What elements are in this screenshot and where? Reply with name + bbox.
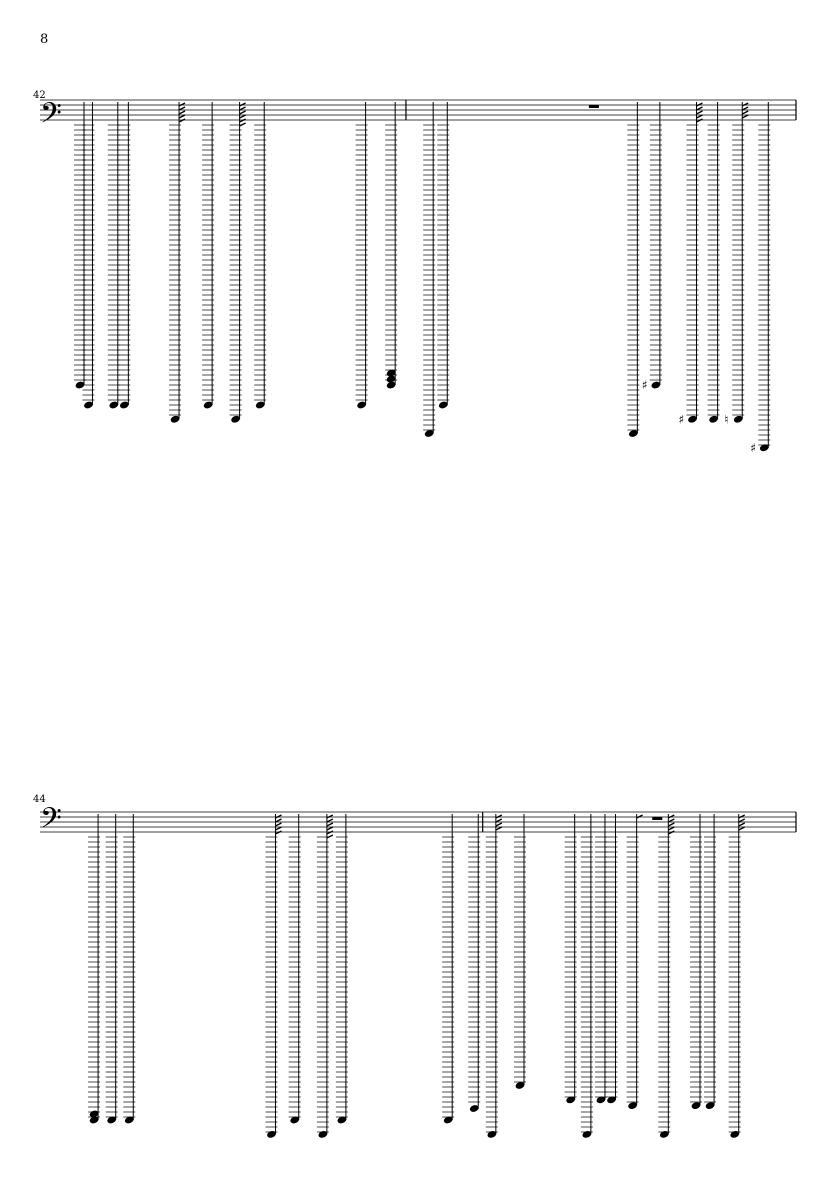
staff-system [40,812,796,1139]
half-rest-icon [652,817,662,820]
flag-icon [275,819,281,822]
flag-icon [240,123,246,126]
flag-icon [240,107,246,110]
note [118,102,130,410]
measure-number: 44 [33,794,46,805]
note [581,814,593,1139]
note [724,102,748,426]
note [289,814,301,1125]
sharp-icon: ♯ [678,412,685,427]
flag-icon [179,115,185,118]
flag-icon [327,819,333,822]
flag-icon [240,103,246,106]
flag-icon [327,823,333,826]
note [442,814,454,1125]
note [565,814,577,1104]
flag-icon [742,115,748,118]
flag-icon [327,827,333,830]
flag-icon [327,835,333,838]
flag-icon [496,823,502,826]
flag-icon [275,827,281,830]
note [642,102,662,392]
note [169,102,185,424]
half-rest-icon [589,105,599,108]
flag-icon [275,831,281,834]
note [708,102,720,424]
flag-icon [179,103,185,106]
natural-icon: ♮ [724,412,729,427]
note [627,102,639,438]
bass-clef-icon: 𝄢 [40,97,62,137]
flag-icon [742,107,748,110]
flag-icon [696,115,702,118]
measure-number: 42 [33,90,46,101]
note [606,814,618,1104]
note [514,814,526,1090]
flag-icon [240,111,246,114]
flag-icon [275,815,281,818]
sharp-icon: ♯ [750,440,757,455]
flag-icon [496,827,502,830]
note [317,814,333,1139]
note [704,814,716,1110]
flag-icon [496,819,502,822]
staff-system [40,97,796,455]
flag-icon [668,823,674,826]
flag-icon [327,831,333,834]
flag-icon [179,119,185,122]
note [678,102,702,426]
note [356,102,368,410]
note [423,102,435,438]
flag-icon [668,827,674,830]
flag-icon [739,815,745,818]
note [468,814,480,1113]
note [750,102,770,455]
flag-icon [668,815,674,818]
flag-icon [179,107,185,110]
note [254,102,266,410]
flag-icon [496,815,502,818]
note [658,814,674,1139]
note [202,102,214,410]
flag-icon [696,119,702,122]
flag-icon [742,111,748,114]
note [106,814,118,1125]
flag-icon [240,115,246,118]
note [595,814,607,1104]
note [729,814,745,1139]
flag-icon [739,819,745,822]
flag-icon [668,831,674,834]
flag-icon [668,819,674,822]
flag-icon [637,815,643,818]
note [230,102,246,424]
flag-icon [739,827,745,830]
sharp-icon: ♯ [641,378,648,393]
note [123,814,135,1125]
flag-icon [179,111,185,114]
note [108,102,120,410]
flag-icon [696,103,702,106]
flag-icon [275,823,281,826]
flag-icon [739,823,745,826]
page-number: 8 [40,32,49,47]
note [690,814,702,1110]
flag-icon [742,103,748,106]
note [265,814,281,1139]
flag-icon [240,119,246,122]
note [88,814,100,1125]
flag-icon [696,111,702,114]
flag-icon [327,815,333,818]
flag-icon [696,107,702,110]
note [336,814,348,1125]
note [486,814,502,1139]
note [385,102,397,390]
note [627,814,643,1110]
bass-clef-icon: 𝄢 [40,802,62,842]
note [437,102,449,410]
